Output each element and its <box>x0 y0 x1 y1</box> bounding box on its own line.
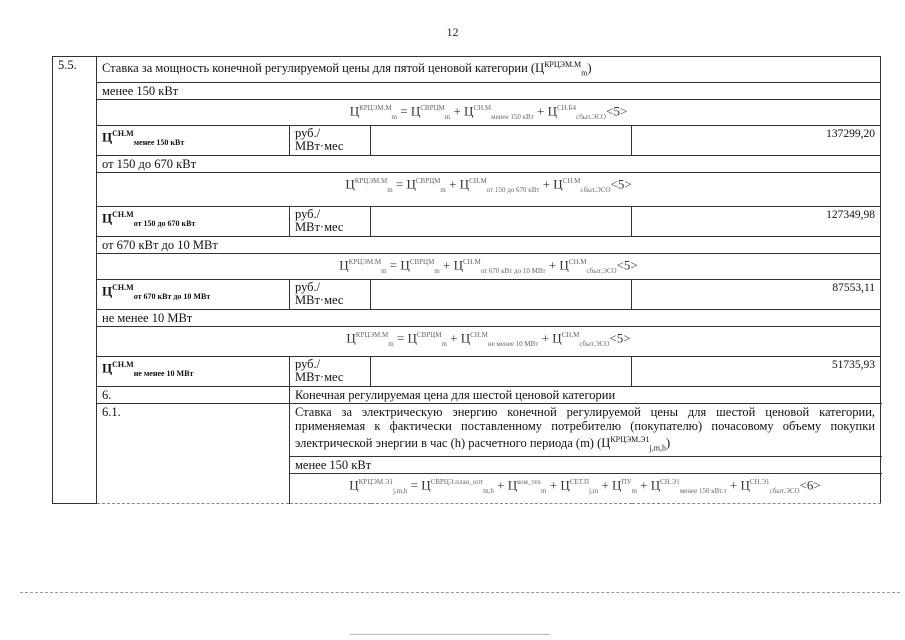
rate-symbol-sub: от 670 кВт до 10 МВт <box>133 291 211 301</box>
rate-symbol-sub: от 150 до 670 кВт <box>133 218 196 228</box>
formula-t3-sup: СН.М <box>561 330 580 339</box>
rate-symbol-main: Ц <box>102 282 113 298</box>
rate-symbol-sup: СН.М <box>112 128 134 138</box>
group-label: от 150 до 670 кВт <box>97 155 881 172</box>
section-text <box>290 403 881 457</box>
row-formula <box>53 326 881 356</box>
formula-t2-sub: m <box>541 487 547 496</box>
formula-t3-sub: сбыт.ЭСО <box>579 339 610 348</box>
formula: $Ц^{КРЦЭМ.М}_m = Ц^{СВРЦМ}_m + Ц^{СН.М}_{не менее 10 МВт} + Ц^{СН.М}_{сбыт.ЭСО}<5>$ <box>97 326 881 356</box>
section-title-suffix: ) <box>587 61 592 76</box>
formula-t3-sup: СН.М <box>568 257 587 266</box>
unit-line2: МВт·мес <box>295 369 344 384</box>
row-value <box>53 356 881 386</box>
formula-t2-sup: СН.М <box>469 176 487 185</box>
rate-symbol-main: Ц <box>102 209 113 225</box>
rate-symbol <box>97 125 290 155</box>
formula-tag: <5> <box>606 102 628 118</box>
formula-lhs-sub: m <box>388 339 394 348</box>
section-number: 5.5. <box>53 57 97 504</box>
rate-symbol-main: Ц <box>102 359 113 375</box>
section-title-sup: КРЦЭМ.М <box>544 60 582 69</box>
unit <box>290 206 371 236</box>
formula-t2-sup: СН.М <box>462 257 481 266</box>
formula-lhs-sup: КРЦЭМ.М <box>354 176 388 185</box>
section-title-sub: m <box>581 68 588 78</box>
formula-t2-sup: ком_тех <box>517 478 542 487</box>
group-label: не менее 10 МВт <box>97 309 881 326</box>
formula-t1-sub: m <box>434 266 440 275</box>
formula-t2-sup: СН.М <box>470 330 488 339</box>
formula-t5-sup: СН.Э1 <box>660 478 680 487</box>
formula-t3-sub: сбыт.ЭСО <box>580 185 611 194</box>
unit <box>290 279 371 309</box>
section-title-text: Ставка за мощность конечной регулируемой цены для пятой ценовой категории (Ц <box>102 61 545 76</box>
row-value <box>53 279 881 309</box>
rate-symbol <box>97 356 290 386</box>
formula-t3-sup: СЕТ.П <box>569 478 590 487</box>
row-formula <box>53 253 881 279</box>
formula-lhs-sup: КРЦЭМ.Э1 <box>358 478 393 487</box>
section-text-suffix: ) <box>666 435 671 450</box>
rate-symbol-sub: менее 150 кВт <box>133 137 185 147</box>
formula: $Ц^{КРЦЭМ.М}_m = Ц^{СВРЦМ}_m + Ц^{СН.М}_{от 670 кВт до 10 МВт} + Ц^{СН.М}_{сбыт.ЭСО}<5>$ <box>97 253 881 279</box>
formula-t3-sup: СН.М <box>562 176 581 185</box>
rate-symbol-sub: не менее 10 МВт <box>133 368 194 378</box>
formula: $Ц^{КРЦЭМ.М}_m = Ц^{СВРЦМ}_m + Ц^{СН.М}_{от 150 до 670 кВт} + Ц^{СН.М}_{сбыт.ЭСО}<5>$ <box>97 172 881 206</box>
rate-symbol-sup: СН.М <box>112 282 134 292</box>
empty-cell <box>371 125 632 155</box>
row-group-label <box>53 309 881 326</box>
formula-lhs-sub: m <box>391 112 397 121</box>
row-section-5-5 <box>53 57 881 83</box>
empty-cell <box>371 279 632 309</box>
formula-t1-sup: СВРЦМ <box>409 257 435 266</box>
row-section-6-1 <box>53 403 881 457</box>
formula: $Ц^{КРЦЭМ.Э1}_{j,m,h} = Ц^{СВРЦЭ.план\_опт}_{m,h} + Ц^{ком\_тех}_m + Ц^{СЕТ.П}_{j,m} + Ц^{ПУ}_m + Ц^{СН.Э1}_{менее 150 кВт.т} + Ц^{СН.Э1}_{сбыт.ЭСО}<6>$ <box>290 474 881 504</box>
group-label: от 670 кВт до 10 МВт <box>97 236 881 253</box>
rate-symbol <box>97 279 290 309</box>
row-group-label <box>53 155 881 172</box>
section-number: 6.1. <box>97 403 290 504</box>
unit-line2: МВт·мес <box>295 219 344 234</box>
unit-line1: руб./ <box>295 125 321 140</box>
formula-tag: <6> <box>799 477 821 493</box>
section-title <box>97 57 881 83</box>
rate-symbol-sup: СН.М <box>112 359 134 369</box>
rate-value: 127349,98 <box>632 206 881 236</box>
section-title: Конечная регулируемая цена для шестой ценовой категории <box>290 386 881 403</box>
formula-t6-sup: СН.Э1 <box>749 478 770 487</box>
section-text-sub: j,m,h <box>649 443 666 453</box>
formula-t3-sub: сбыт.ЭСО <box>576 112 607 121</box>
unit <box>290 356 371 386</box>
formula-t3-sup: СН.Б4 <box>557 103 577 112</box>
formula: $Ц^{КРЦЭМ.М}_m = Ц^{СВРЦМ}_m + Ц^{СН.М}_{менее 150 кВт} + Ц^{СН.Б4}_{сбыт.ЭСО}<5>$ <box>97 99 881 125</box>
formula-lhs-sup: КРЦЭМ.М <box>348 257 382 266</box>
row-group-label <box>53 82 881 99</box>
formula-t1-sup: СВРЦЭ.план_опт <box>430 478 484 487</box>
formula-tag: <5> <box>616 256 638 272</box>
row-group-label <box>53 236 881 253</box>
empty-cell <box>371 206 632 236</box>
row-formula <box>53 99 881 125</box>
formula-t2-sub: от 150 до 670 кВт <box>486 185 540 194</box>
formula-t6-sub: сбыт.ЭСО <box>769 487 800 496</box>
formula-t1-sub: m <box>440 185 446 194</box>
row-section-6 <box>53 386 881 403</box>
unit-line1: руб./ <box>295 279 321 294</box>
group-label: менее 150 кВт <box>290 457 881 474</box>
formula-t1-sup: СВРЦМ <box>415 176 441 185</box>
formula-t1-sup: СВРЦМ <box>420 103 445 112</box>
group-label: менее 150 кВт <box>97 82 881 99</box>
formula-t2-sup: СН.М <box>473 103 492 112</box>
formula-t2-sub: менее 150 кВт <box>491 112 534 121</box>
formula-lhs-sup: КРЦЭМ.М <box>355 330 389 339</box>
row-value <box>53 206 881 236</box>
formula-tag: <5> <box>610 175 632 191</box>
unit-line2: МВт·мес <box>295 292 344 307</box>
row-formula <box>53 172 881 206</box>
rate-symbol-sup: СН.М <box>112 209 134 219</box>
unit-line2: МВт·мес <box>295 138 344 153</box>
section-number: 6. <box>97 386 290 403</box>
formula-t1-sub: m,h <box>483 487 494 496</box>
formula-t2-sub: не менее 10 МВт <box>487 339 539 348</box>
page-number: 12 <box>446 25 459 39</box>
formula-lhs-sub: j,m,h <box>392 487 408 496</box>
formula-t1-sub: m <box>441 339 447 348</box>
empty-cell <box>371 356 632 386</box>
row-value <box>53 125 881 155</box>
rate-value: 137299,20 <box>632 125 881 155</box>
formula-t1-sub: m <box>444 112 451 121</box>
formula-lhs-sub: m <box>387 185 393 194</box>
rate-symbol <box>97 206 290 236</box>
formula-t2-sub: от 670 кВт до 10 МВт <box>480 266 546 275</box>
formula-tag: <5> <box>609 329 631 345</box>
rate-symbol-main: Ц <box>102 128 113 144</box>
formula-t4-sub: m <box>631 487 637 496</box>
tariff-table <box>52 56 881 504</box>
formula-t1-sup: СВРЦМ <box>416 330 442 339</box>
section-text-body: Ставка за электрическую энергию конечной регулируемой цены для шестой ценовой категории, применяемая к фактически поставленному потребителю (покупателю) почасовому объему покупки электрической энергии в час (h) расчетного периода (m) (Ц <box>295 404 876 450</box>
scan-artifact-line <box>20 592 900 593</box>
formula-lhs-sup: КРЦЭМ.М <box>359 103 392 112</box>
rate-value: 51735,93 <box>632 356 881 386</box>
formula-t3-sub: j,m <box>589 487 599 496</box>
section-text-sup: КРЦЭМ.Э1 <box>610 434 650 444</box>
unit-line1: руб./ <box>295 356 321 371</box>
rate-value: 87553,11 <box>632 279 881 309</box>
formula-t3-sub: сбыт.ЭСО <box>586 266 617 275</box>
formula-lhs-sub: m <box>381 266 387 275</box>
formula-t4-sup: ПУ <box>621 478 632 487</box>
unit-line1: руб./ <box>295 206 321 221</box>
scan-artifact-line <box>350 634 550 635</box>
formula-t5-sub: менее 150 кВт.т <box>679 487 727 496</box>
unit <box>290 125 371 155</box>
